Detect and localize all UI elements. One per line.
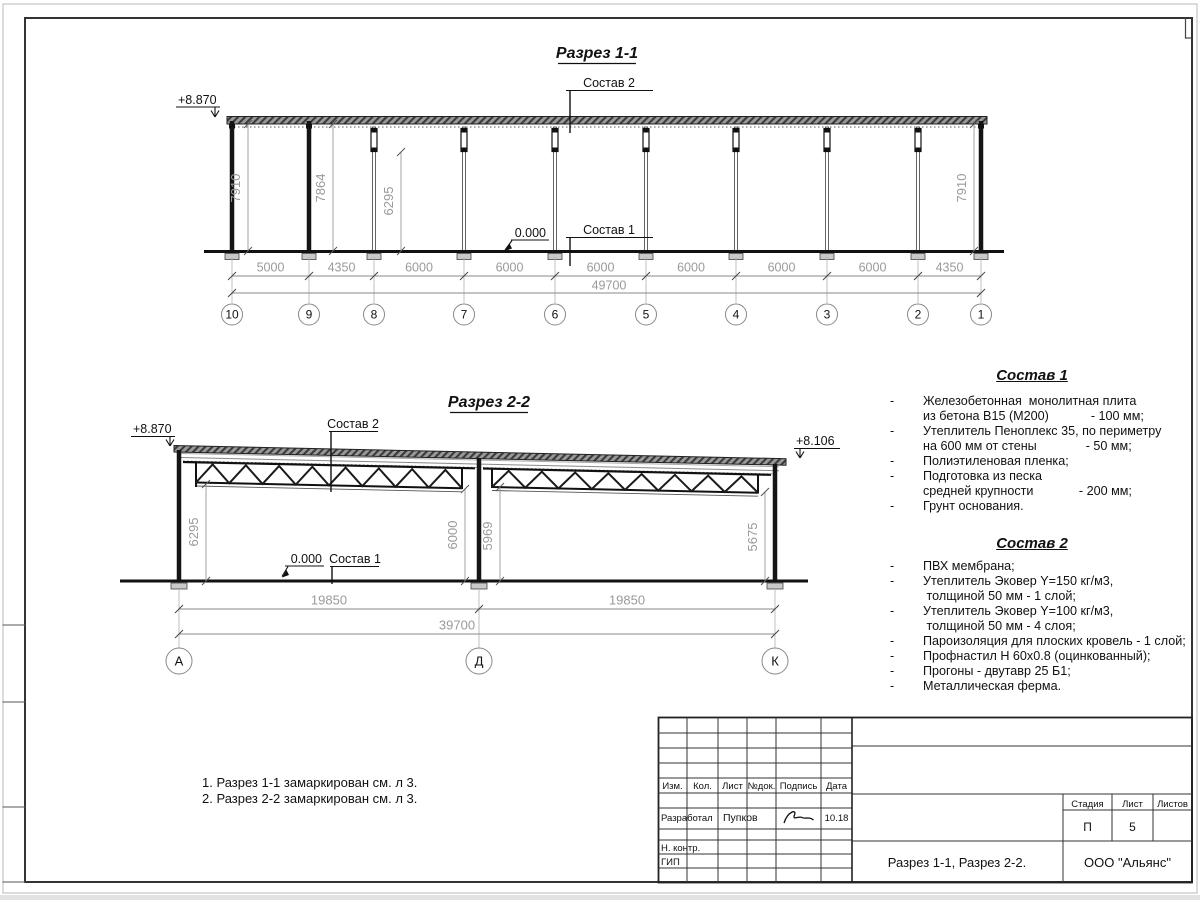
s1-sostav1-label: Состав 1 bbox=[583, 223, 635, 237]
list-bullet: - bbox=[890, 454, 895, 468]
list-bullet bbox=[884, 589, 923, 604]
list-bullet: - bbox=[890, 424, 895, 438]
s1-span-dim: 6000 bbox=[586, 260, 615, 275]
tb-col-header: №док. bbox=[747, 781, 776, 792]
s1-span-dim: 4350 bbox=[327, 260, 356, 275]
tb-gip-label: ГИП bbox=[661, 857, 680, 868]
note-line: 2. Разрез 2-2 замаркирован см. л 3. bbox=[202, 791, 418, 806]
tb-doc-title: Разрез 1-1, Разрез 2-2. bbox=[887, 855, 1027, 870]
tb-col-header: Кол. bbox=[693, 781, 712, 792]
sostav1-list bbox=[884, 394, 1194, 514]
s1-bottom-dims bbox=[228, 257, 985, 303]
s1-grid-label: 2 bbox=[914, 307, 922, 322]
section-2-2 bbox=[120, 394, 840, 674]
list-text: Железобетонная монолитная плита bbox=[923, 394, 1137, 408]
list-item bbox=[884, 559, 1194, 574]
tb-stage-label: Стадия bbox=[1071, 799, 1104, 810]
s2-bottom-dims bbox=[175, 589, 779, 648]
s2-elevation-right bbox=[794, 434, 840, 458]
s1-span-dim: 5000 bbox=[256, 260, 285, 275]
s1-elevation-zero bbox=[505, 226, 549, 251]
tb-col-header: Изм. bbox=[662, 781, 683, 792]
list-text: Пароизоляция для плоских кровель - 1 слой; bbox=[923, 634, 1186, 648]
s1-span-dim: 6000 bbox=[858, 260, 887, 275]
sheet-notes bbox=[202, 775, 417, 807]
s2-grid-bubbles bbox=[166, 648, 788, 674]
list-text: толщиной 50 мм - 1 слой; bbox=[923, 589, 1076, 603]
sostav1-heading: Состав 1 bbox=[996, 367, 1068, 384]
list-bullet: - bbox=[890, 649, 895, 663]
list-item bbox=[884, 604, 1194, 619]
s2-vdim: 6000 bbox=[445, 520, 460, 550]
list-text: ПВХ мембрана; bbox=[923, 559, 1015, 573]
list-bullet bbox=[884, 409, 923, 424]
s1-grid-bubbles bbox=[222, 304, 992, 325]
sostav2-heading: Состав 2 bbox=[996, 535, 1068, 552]
s1-grid-label: 6 bbox=[551, 307, 559, 322]
list-item bbox=[884, 439, 1194, 454]
s1-span-dim: 4350 bbox=[935, 260, 964, 275]
s2-title: Разрез 2-2 bbox=[447, 394, 531, 411]
list-text: на 600 мм от стены - 50 мм; bbox=[923, 439, 1132, 453]
list-item bbox=[884, 409, 1194, 424]
corner-cell bbox=[1186, 19, 1192, 39]
list-text: толщиной 50 мм - 4 слоя; bbox=[923, 619, 1076, 633]
s2-sostav1-leader bbox=[329, 552, 381, 584]
s2-vdim: 5969 bbox=[480, 521, 495, 551]
tb-signature bbox=[784, 812, 814, 823]
list-item bbox=[884, 424, 1194, 439]
tb-developed-label: Разработал bbox=[661, 813, 713, 824]
s1-vdim: 7910 bbox=[954, 173, 969, 203]
s1-elev-top-text: +8.870 bbox=[178, 93, 217, 107]
tb-col-header: Подпись bbox=[779, 781, 818, 792]
tb-sheet-value: 5 bbox=[1129, 820, 1136, 834]
tb-sheet-label: Лист bbox=[1122, 799, 1143, 810]
s1-grid-label: 7 bbox=[460, 307, 468, 322]
tb-developed-name: Пупков bbox=[723, 812, 758, 824]
list-bullet: - bbox=[890, 679, 895, 693]
list-item bbox=[884, 499, 1194, 514]
list-bullet: - bbox=[890, 469, 895, 483]
s1-grid-label: 5 bbox=[642, 307, 650, 322]
s1-grid-label: 10 bbox=[225, 307, 239, 322]
s1-sostav2-label: Состав 2 bbox=[583, 76, 635, 90]
list-text: из бетона В15 (М200) - 100 мм; bbox=[923, 409, 1144, 423]
s1-vdim: 7910 bbox=[228, 173, 243, 203]
list-item bbox=[884, 394, 1194, 409]
s1-grid-label: 3 bbox=[823, 307, 831, 322]
list-text: Прогоны - двутавр 25 Б1; bbox=[923, 664, 1071, 678]
s2-elev-right-text: +8.106 bbox=[796, 434, 835, 448]
tb-stage-value: П bbox=[1083, 820, 1092, 834]
list-bullet: - bbox=[890, 574, 895, 588]
list-item bbox=[884, 454, 1194, 469]
s1-span-dim: 6000 bbox=[495, 260, 524, 275]
list-bullet bbox=[884, 619, 923, 634]
list-item bbox=[884, 664, 1194, 679]
list-item bbox=[884, 574, 1194, 589]
s2-vdim: 6295 bbox=[186, 517, 201, 547]
list-text: Подготовка из песка bbox=[923, 469, 1043, 483]
s2-grid-label: К bbox=[771, 653, 779, 669]
left-stamp-cells bbox=[3, 625, 25, 882]
s2-span-dim: 19850 bbox=[310, 592, 348, 608]
s2-grid-label: Д bbox=[474, 653, 484, 669]
list-item bbox=[884, 469, 1194, 484]
tb-col-header: Лист bbox=[722, 781, 743, 792]
list-item bbox=[884, 619, 1194, 634]
s1-vdim: 7864 bbox=[313, 173, 328, 203]
tb-col-header: Дата bbox=[825, 781, 848, 792]
list-text: Утеплитель Эковер Y=150 кг/м3, bbox=[923, 574, 1114, 588]
s1-elevation-top bbox=[176, 93, 220, 117]
list-bullet: - bbox=[890, 394, 895, 408]
s2-total-dim: 39700 bbox=[438, 617, 476, 633]
list-bullet: - bbox=[890, 634, 895, 648]
s1-floor bbox=[204, 252, 1004, 260]
s1-span-dim: 6000 bbox=[405, 260, 433, 275]
list-item bbox=[884, 484, 1194, 499]
s1-grid-label: 9 bbox=[305, 307, 313, 322]
s1-grid-label: 4 bbox=[732, 307, 740, 322]
list-text: Утеплитель Эковер Y=100 кг/м3, bbox=[923, 604, 1114, 618]
s2-sostav1-label: Состав 1 bbox=[329, 552, 381, 566]
s2-elev-left-text: +8.870 bbox=[133, 422, 172, 436]
s1-total-dim: 49700 bbox=[591, 278, 627, 293]
tb-company: ООО "Альянс" bbox=[1084, 855, 1171, 870]
list-text: Металлическая ферма. bbox=[923, 679, 1062, 693]
list-text: Грунт основания. bbox=[923, 499, 1024, 513]
tb-ncontr-label: Н. контр. bbox=[661, 843, 701, 854]
s1-vdim: 6295 bbox=[381, 186, 396, 216]
list-bullet: - bbox=[890, 664, 895, 678]
note-line: 1. Разрез 1-1 замаркирован см. л 3. bbox=[202, 775, 418, 790]
s2-grid-label: А bbox=[174, 653, 184, 669]
s2-elevation-left bbox=[131, 422, 175, 446]
section-1-1 bbox=[176, 45, 1004, 325]
title-block bbox=[659, 718, 1193, 883]
s1-elev-zero-text: 0.000 bbox=[514, 226, 546, 240]
list-item bbox=[884, 679, 1194, 694]
s1-title: Разрез 1-1 bbox=[555, 45, 639, 62]
list-item bbox=[884, 649, 1194, 664]
s2-sostav2-label: Состав 2 bbox=[327, 417, 379, 431]
s1-grid-label: 1 bbox=[977, 307, 985, 322]
list-item bbox=[884, 589, 1194, 604]
s1-span-dim: 6000 bbox=[677, 260, 705, 275]
list-bullet: - bbox=[890, 559, 895, 573]
tb-developed-date: 10.18 bbox=[824, 813, 849, 824]
list-bullet bbox=[884, 484, 923, 499]
s2-elev-zero-text: 0.000 bbox=[290, 552, 322, 566]
sostav2-list bbox=[884, 559, 1194, 694]
list-item bbox=[884, 634, 1194, 649]
tb-sheets-label: Листов bbox=[1157, 799, 1188, 810]
list-bullet bbox=[884, 439, 923, 454]
list-bullet: - bbox=[890, 604, 895, 618]
list-text: средней крупности - 200 мм; bbox=[923, 484, 1132, 498]
list-text: Профнастил Н 60х0.8 (оцинкованный); bbox=[923, 649, 1151, 663]
s1-grid-label: 8 bbox=[370, 307, 378, 322]
s1-span-dim: 6000 bbox=[767, 260, 796, 275]
s2-elevation-zero bbox=[282, 552, 324, 578]
s1-roof bbox=[227, 117, 987, 128]
s2-vdim: 5675 bbox=[745, 522, 760, 552]
list-bullet: - bbox=[890, 499, 895, 513]
s2-columns bbox=[179, 450, 775, 581]
list-text: Утеплитель Пеноплекс 35, по периметру bbox=[923, 424, 1162, 438]
s2-span-dim: 19850 bbox=[608, 592, 646, 608]
list-text: Полиэтиленовая пленка; bbox=[923, 454, 1069, 468]
